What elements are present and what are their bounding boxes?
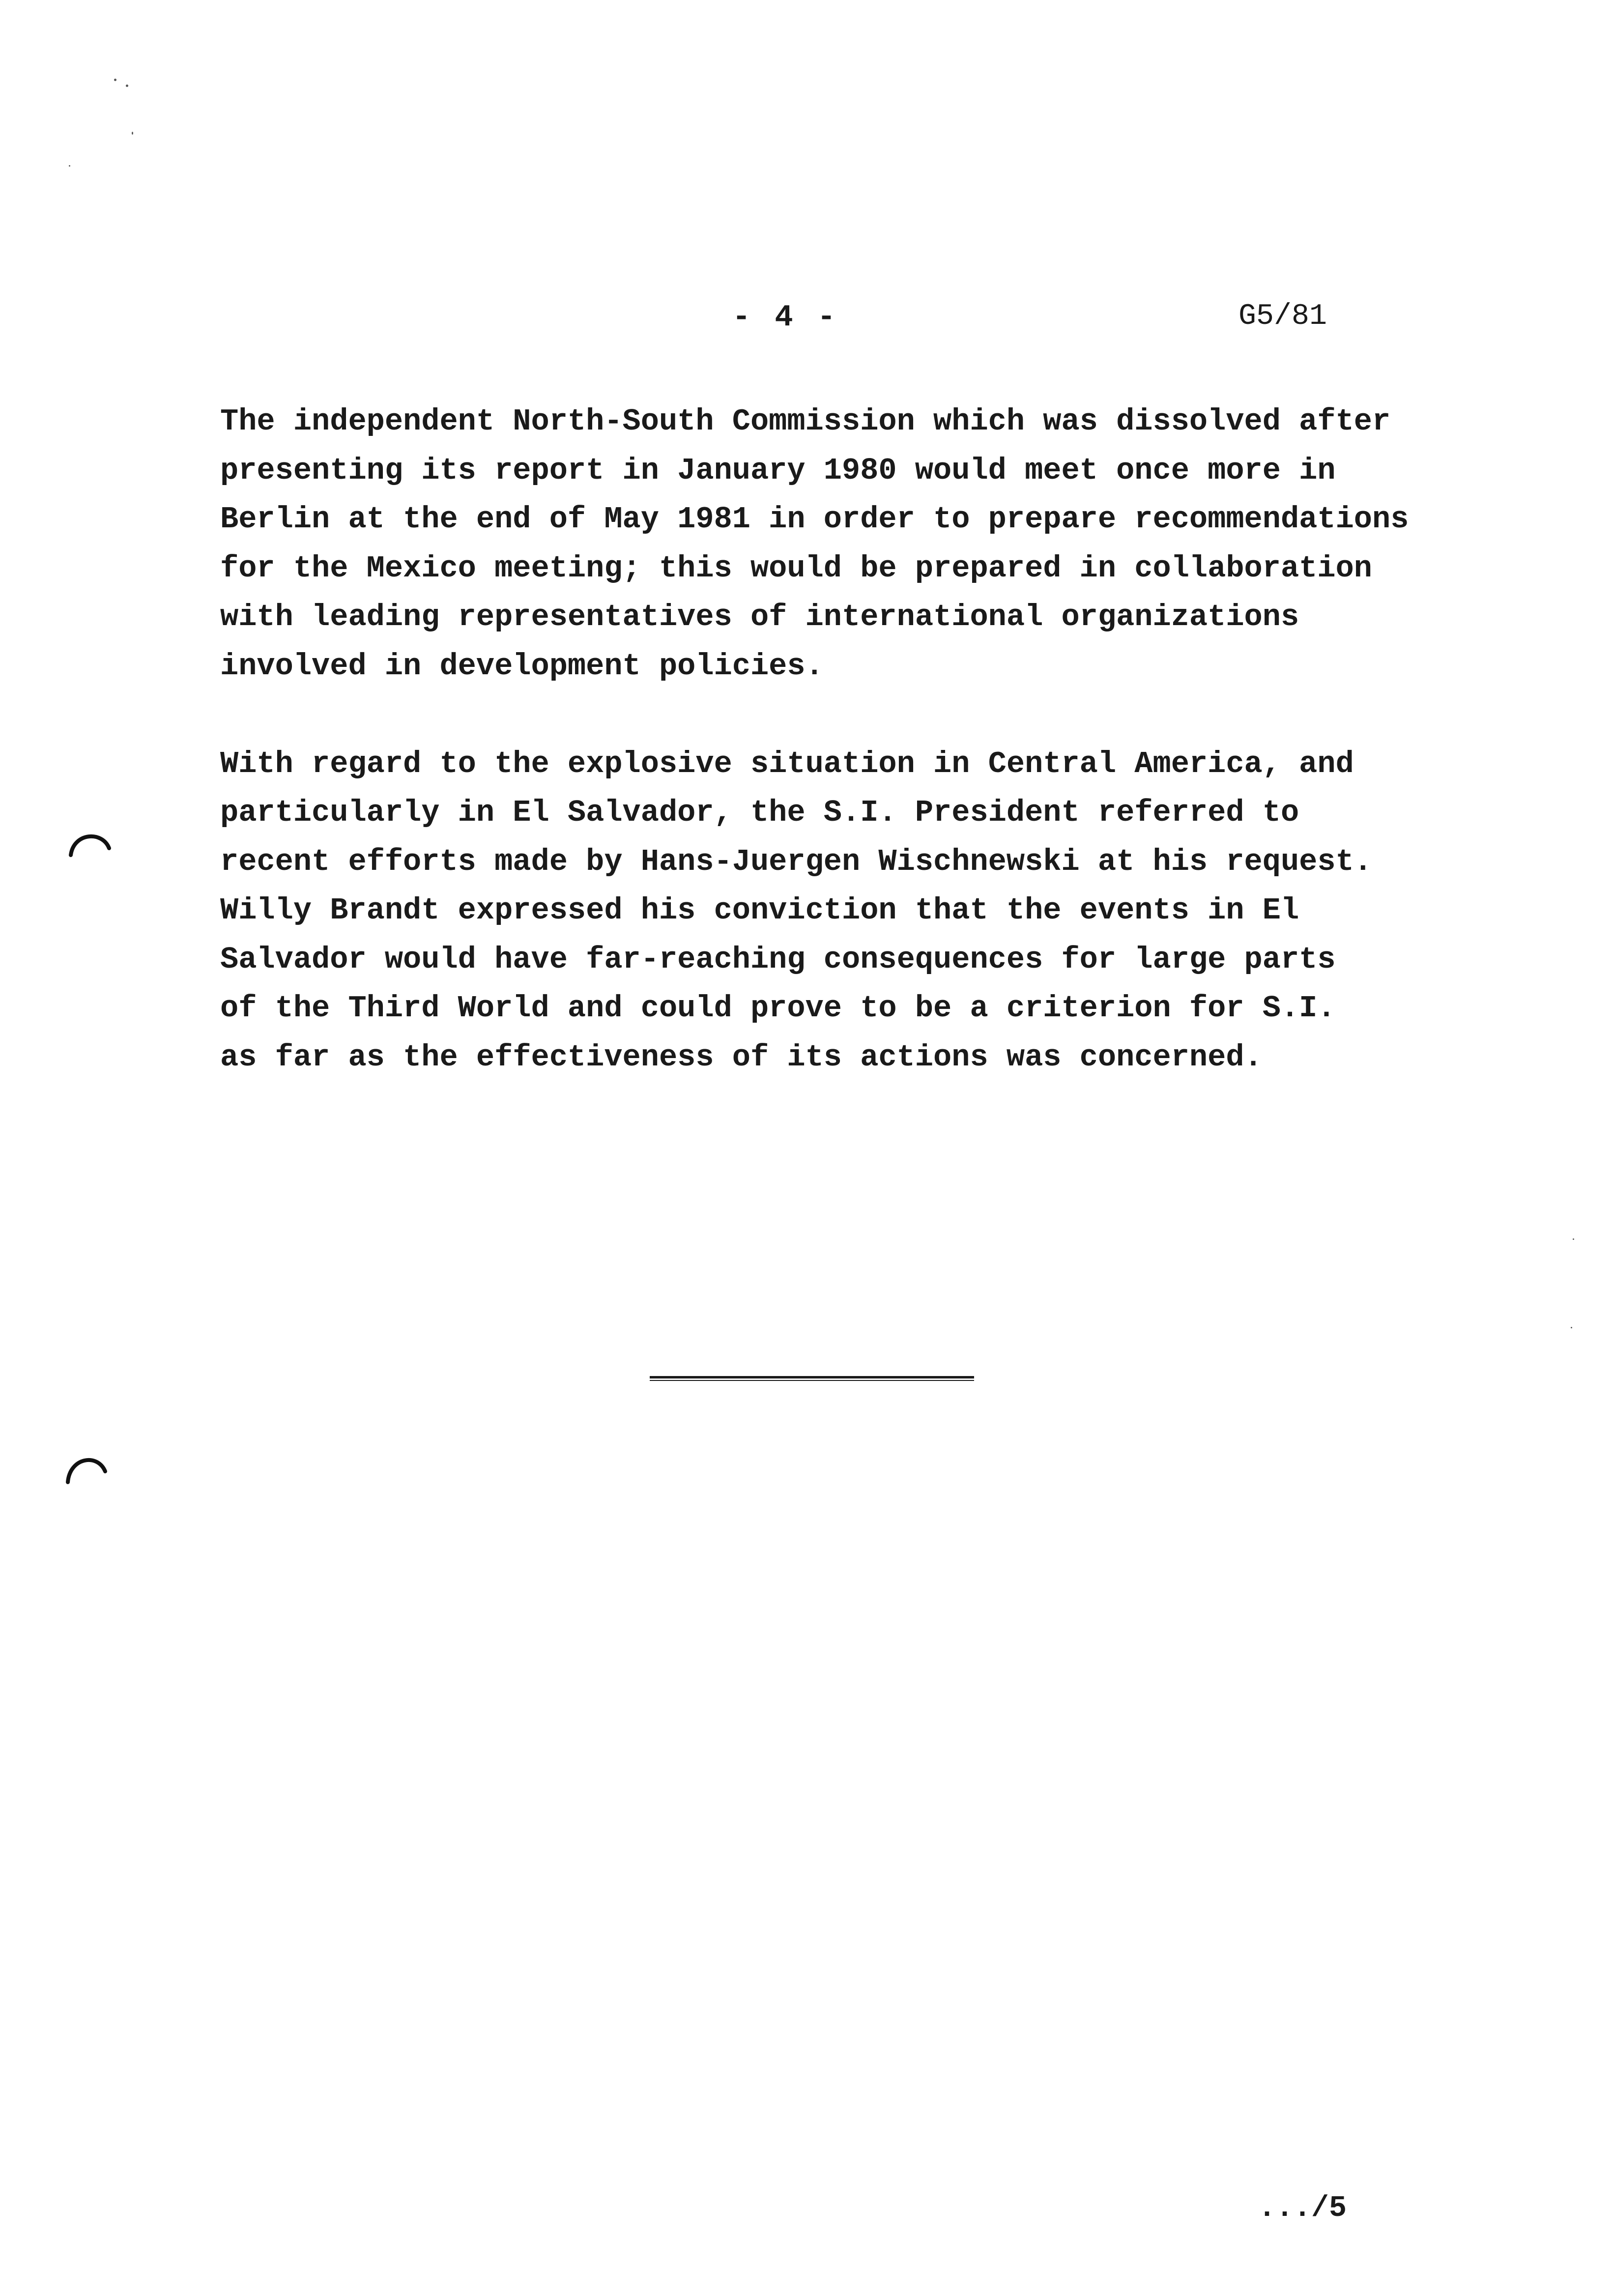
text-line: Willy Brandt expressed his conviction that the events in El [220, 893, 1299, 928]
document-reference: G5/81 [1238, 300, 1327, 333]
text-line: Berlin at the end of May 1981 in order to prepare recommendations [220, 502, 1409, 537]
text-line: presenting its report in January 1980 would meet once more in [220, 453, 1336, 488]
text-line: The independent North-South Commission which was dissolved after [220, 404, 1391, 439]
text-line: for the Mexico meeting; this would be prepared in collaboration [220, 550, 1372, 586]
scan-speck [69, 165, 70, 167]
scan-speck [1571, 1327, 1572, 1328]
text-line: particularly in El Salvador, the S.I. President referred to [220, 795, 1299, 830]
text-line: With regard to the explosive situation in Central America, and [220, 746, 1354, 781]
scan-speck [1573, 1238, 1574, 1240]
scan-speck [126, 85, 128, 87]
text-line: recent efforts made by Hans-Juergen Wischnewski at his request. [220, 844, 1372, 879]
continuation-marker: .../5 [1258, 2192, 1347, 2225]
scan-speck [114, 79, 116, 81]
punch-hole-mark [64, 1450, 108, 1494]
paragraph-central-america [220, 740, 1547, 1082]
text-line: with leading representatives of international organizations [220, 600, 1299, 634]
punch-hole-mark [68, 826, 112, 870]
text-line: Salvador would have far-reaching consequences for large parts [220, 942, 1336, 977]
section-divider-rule [650, 1376, 974, 1381]
text-line: as far as the effectiveness of its actions was concerned. [220, 1039, 1263, 1075]
page-number: - 4 - [732, 300, 839, 335]
body-text [220, 397, 1547, 1131]
text-line: of the Third World and could prove to be a criterion for S.I. [220, 991, 1336, 1026]
scan-speck [132, 132, 133, 135]
text-line: involved in development policies. [220, 648, 824, 684]
paragraph-north-south-commission [220, 397, 1547, 690]
